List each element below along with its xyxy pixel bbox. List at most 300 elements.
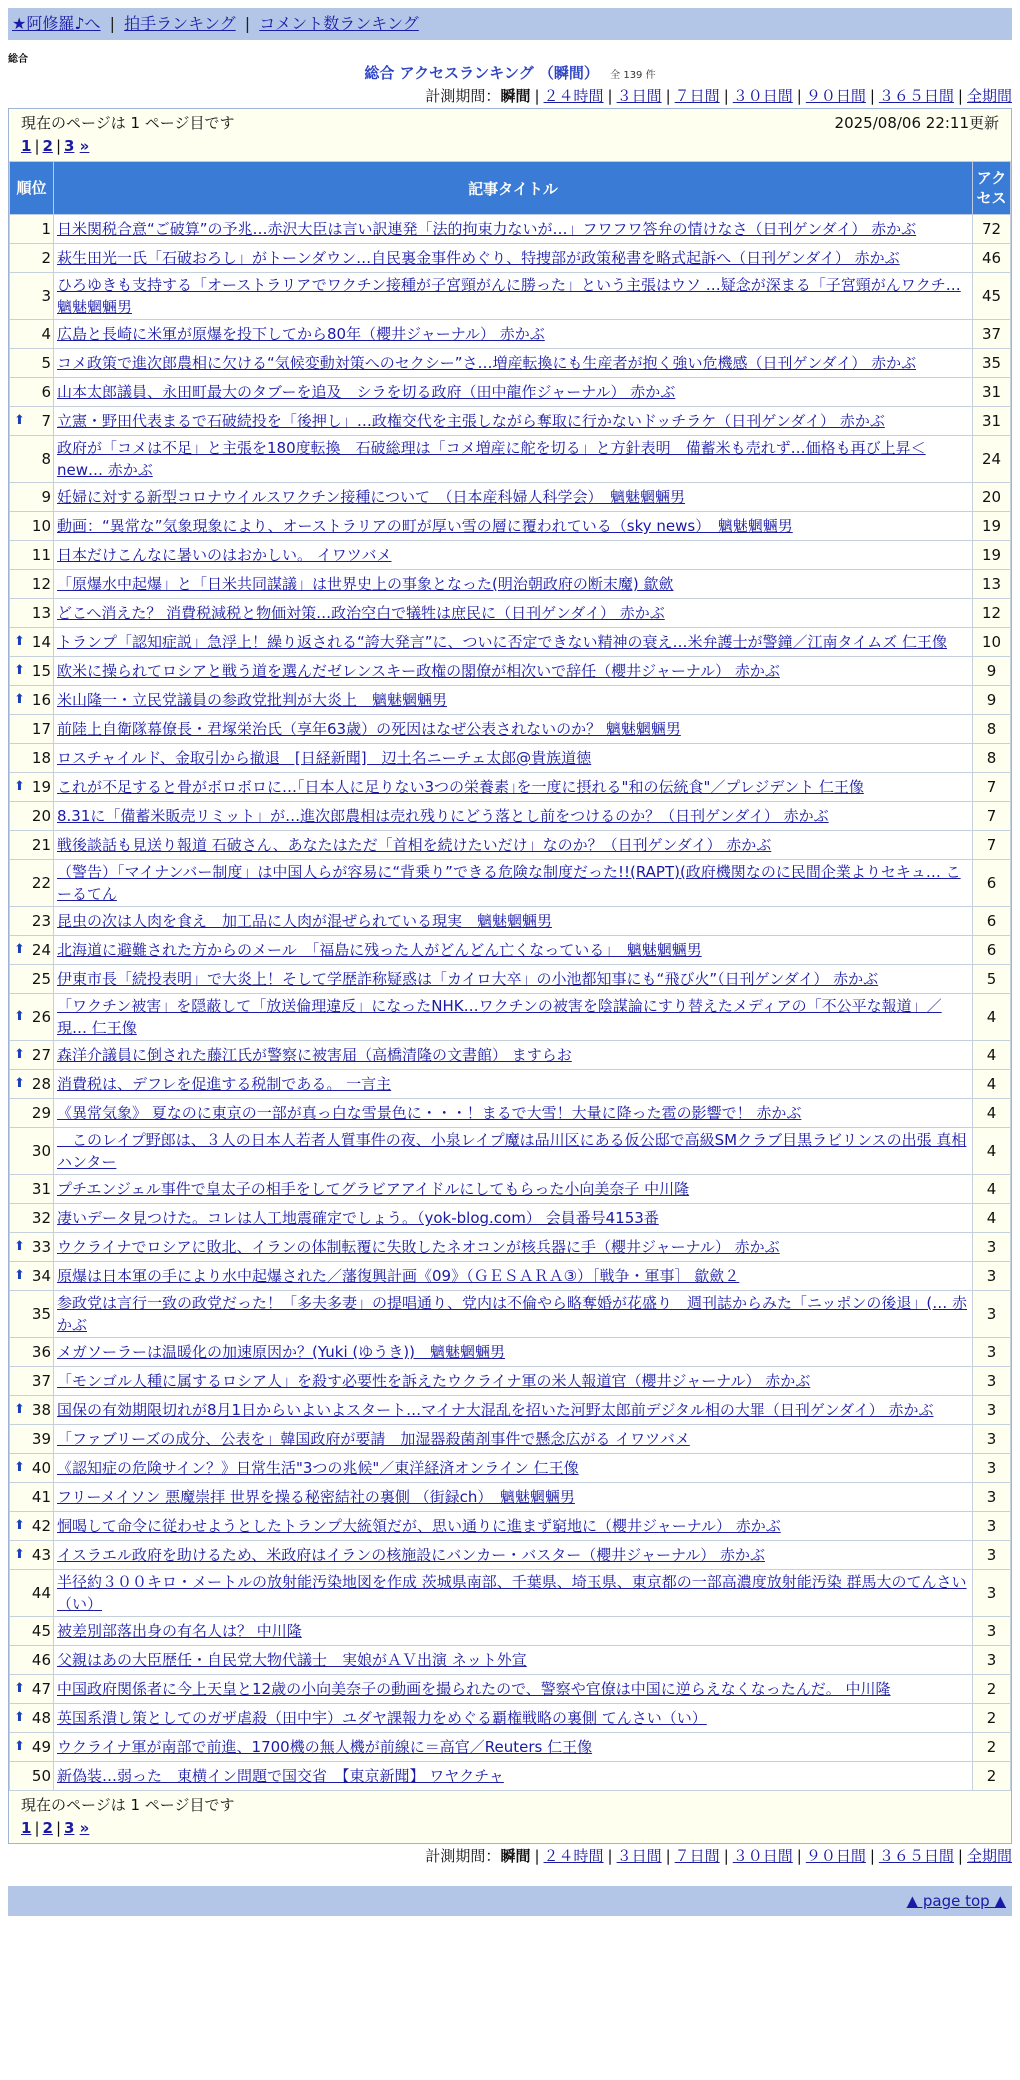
access-count: 3 bbox=[973, 1291, 1011, 1338]
rank-cell bbox=[10, 320, 54, 349]
access-count: 13 bbox=[973, 570, 1011, 599]
rank-number: 17 bbox=[31, 720, 51, 738]
period-option-link[interactable]: 全期間 bbox=[966, 1847, 1012, 1865]
article-link[interactable]: 原爆は日本軍の手により水中起爆された／藩復興計画《09》（ＧＥＳＡＲＡ③）［戦争・軍事］ 歙歛２ bbox=[57, 1267, 740, 1285]
table-row bbox=[10, 320, 1011, 349]
article-link[interactable]: 被差別部落出身の有名人は？ 中川隆 bbox=[57, 1622, 302, 1640]
article-link[interactable]: 立憲・野田代表まるで石破続投を「後押し」…政権交代を主張しながら奪取に行かないドッチラケ（日刊ゲンダイ） 赤かぶ bbox=[57, 412, 885, 430]
table-row bbox=[10, 436, 1011, 483]
access-count: 3 bbox=[973, 1396, 1011, 1425]
access-count: 4 bbox=[973, 1175, 1011, 1204]
page-separator: | bbox=[55, 137, 61, 155]
title-cell bbox=[54, 599, 973, 628]
table-row bbox=[10, 1733, 1011, 1762]
article-link[interactable]: 「モンゴル人種に属するロシア人」を殺す必要性を訴えたウクライナ軍の米人報道官（櫻井ジャーナル） 赤かぶ bbox=[57, 1372, 811, 1390]
title-cell bbox=[54, 1070, 973, 1099]
rank-cell bbox=[10, 483, 54, 512]
article-link[interactable]: どこへ消えた？ 消費税減税と物価対策…政治空白で犠牲は庶民に（日刊ゲンダイ） 赤かぶ bbox=[57, 604, 665, 622]
rank-number: 49 bbox=[31, 1738, 51, 1756]
access-count: 4 bbox=[973, 1070, 1011, 1099]
title-cell bbox=[54, 1175, 973, 1204]
title-cell bbox=[54, 483, 973, 512]
title-cell bbox=[54, 773, 973, 802]
rank-number: 3 bbox=[41, 287, 51, 305]
period-separator: | bbox=[607, 87, 613, 105]
rank-up-arrow-icon: ⬆ bbox=[14, 1009, 25, 1024]
page-separator: | bbox=[55, 1819, 61, 1837]
title-cell bbox=[54, 378, 973, 407]
rank-number: 30 bbox=[31, 1142, 51, 1160]
access-count: 3 bbox=[973, 1338, 1011, 1367]
article-link[interactable]: 欧米に操られてロシアと戦う道を選んだゼレンスキー政権の閣僚が相次いで辞任（櫻井ジャーナル） 赤かぶ bbox=[57, 662, 780, 680]
table-row bbox=[10, 1233, 1011, 1262]
access-count: 8 bbox=[973, 744, 1011, 773]
page-links-bottom bbox=[21, 1817, 999, 1839]
article-link[interactable]: 父親はあの大臣歴任・自民党大物代議士 実娘がＡＶ出演 ネット外宣 bbox=[57, 1651, 527, 1669]
table-row bbox=[10, 715, 1011, 744]
article-link[interactable]: 英国系潰し策としてのガザ虐殺（田中宇）ユダヤ課報力をめぐる覇権戦略の裏側 てんさい（い） bbox=[57, 1709, 707, 1727]
ranking-title bbox=[8, 62, 1012, 84]
title-cell bbox=[54, 1291, 973, 1338]
access-count: 7 bbox=[973, 831, 1011, 860]
access-count: 10 bbox=[973, 628, 1011, 657]
rank-cell bbox=[10, 994, 54, 1041]
rank-number: 11 bbox=[31, 546, 51, 564]
title-cell bbox=[54, 1483, 973, 1512]
rank-cell bbox=[10, 657, 54, 686]
ranking-frame bbox=[8, 108, 1012, 1844]
period-separator: | bbox=[534, 87, 540, 105]
title-cell bbox=[54, 349, 973, 378]
access-count: 4 bbox=[973, 1204, 1011, 1233]
rank-number: 19 bbox=[31, 778, 51, 796]
rank-cell bbox=[10, 1617, 54, 1646]
access-count: 20 bbox=[973, 483, 1011, 512]
rank-cell bbox=[10, 1070, 54, 1099]
article-link[interactable]: 戦後談話も見送り報道 石破さん、あなたはただ「首相を続けたいだけ」なのか？（日刊ゲンダイ） 赤かぶ bbox=[57, 836, 772, 854]
access-count: 9 bbox=[973, 686, 1011, 715]
current-page-text: 現在のページは 1 ページ目です bbox=[21, 114, 235, 132]
rank-cell bbox=[10, 1483, 54, 1512]
period-separator: | bbox=[957, 87, 963, 105]
period-selector-bottom bbox=[8, 1844, 1012, 1868]
period-separator: | bbox=[796, 1847, 802, 1865]
access-count: 4 bbox=[973, 1128, 1011, 1175]
rank-number: 34 bbox=[31, 1267, 51, 1285]
title-cell bbox=[54, 1128, 973, 1175]
rank-cell bbox=[10, 1425, 54, 1454]
title-cell bbox=[54, 831, 973, 860]
rank-number: 18 bbox=[31, 749, 51, 767]
article-link[interactable]: 消費税は、デフレを促進する税制である。 一言主 bbox=[57, 1075, 392, 1093]
article-link[interactable]: 半径約３００キロ・メートルの放射能汚染地図を作成 茨城県南部、千葉県、埼玉県、東京都の一部高濃度放射能汚染 群馬大のてんさい（い） bbox=[57, 1573, 967, 1613]
rank-number: 1 bbox=[41, 220, 51, 238]
article-link[interactable]: （警告）「マイナンバー制度」は中国人らが容易に“背乗り”できる危険な制度だった!!(RAPT)(政府機関なのに民間企業よりセキュ… こーるてん bbox=[57, 863, 961, 903]
table-row bbox=[10, 860, 1011, 907]
rank-number: 27 bbox=[31, 1046, 51, 1064]
table-row bbox=[10, 1128, 1011, 1175]
pager-bottom bbox=[9, 1791, 1011, 1843]
access-count: 31 bbox=[973, 378, 1011, 407]
next-page-link[interactable]: » bbox=[79, 1819, 90, 1837]
access-count: 24 bbox=[973, 436, 1011, 483]
table-header-row bbox=[10, 162, 1011, 215]
article-link[interactable]: 凄いデータ見つけた。コレは人工地震確定でしょう。（yok-blog.com） 会員番号4153番 bbox=[57, 1209, 659, 1227]
period-separator: | bbox=[534, 1847, 540, 1865]
rank-number: 20 bbox=[31, 807, 51, 825]
rank-number: 38 bbox=[31, 1401, 51, 1419]
ranking-table bbox=[9, 161, 1011, 1791]
rank-number: 44 bbox=[31, 1584, 51, 1602]
rank-up-arrow-icon: ⬆ bbox=[14, 1076, 25, 1091]
table-row bbox=[10, 483, 1011, 512]
article-link[interactable]: これが不足すると骨がボロボロに…｢日本人に足りない3つの栄養素｣を一度に摂れる"和の伝統食"／プレジデント 仁王像 bbox=[57, 778, 864, 796]
period-option-link[interactable]: 全期間 bbox=[966, 87, 1012, 105]
table-row bbox=[10, 657, 1011, 686]
rank-up-arrow-icon: ⬆ bbox=[14, 1547, 25, 1562]
rank-up-arrow-icon: ⬆ bbox=[14, 1402, 25, 1417]
access-count: 2 bbox=[973, 1704, 1011, 1733]
next-page-link[interactable]: » bbox=[79, 137, 90, 155]
rank-cell bbox=[10, 744, 54, 773]
title-cell bbox=[54, 1233, 973, 1262]
rank-up-arrow-icon: ⬆ bbox=[14, 1710, 25, 1725]
title-cell bbox=[54, 1367, 973, 1396]
rank-up-arrow-icon: ⬆ bbox=[14, 692, 25, 707]
table-row bbox=[10, 831, 1011, 860]
rank-number: 33 bbox=[31, 1238, 51, 1256]
page-link-3[interactable]: 3 bbox=[64, 137, 75, 155]
rank-number: 50 bbox=[31, 1767, 51, 1785]
period-option-link[interactable]: ３０日間 bbox=[732, 1847, 793, 1865]
rank-up-arrow-icon: ⬆ bbox=[14, 1047, 25, 1062]
updated-timestamp: 2025/08/06 22:11更新 bbox=[834, 114, 999, 132]
rank-number: 46 bbox=[31, 1651, 51, 1669]
current-page-text-bottom: 現在のページは 1 ページ目です bbox=[21, 1796, 235, 1814]
table-row bbox=[10, 907, 1011, 936]
footer-navigation bbox=[8, 1886, 1012, 1916]
rank-cell bbox=[10, 1570, 54, 1617]
table-row bbox=[10, 1646, 1011, 1675]
rank-number: 9 bbox=[41, 488, 51, 506]
rank-number: 42 bbox=[31, 1517, 51, 1535]
article-link[interactable]: 恫喝して命令に従わせようとしたトランプ大統領だが、思い通りに進まず窮地に（櫻井ジャーナル） 赤かぶ bbox=[57, 1517, 781, 1535]
period-option-link[interactable]: ３日間 bbox=[616, 1847, 662, 1865]
access-column-header: アクセス bbox=[973, 162, 1011, 215]
rank-number: 40 bbox=[31, 1459, 51, 1477]
page-link-2[interactable]: 2 bbox=[42, 1819, 53, 1837]
access-count: 6 bbox=[973, 907, 1011, 936]
rank-number: 36 bbox=[31, 1343, 51, 1361]
table-row bbox=[10, 1617, 1011, 1646]
title-cell bbox=[54, 907, 973, 936]
table-row bbox=[10, 1175, 1011, 1204]
article-link[interactable]: 国保の有効期限切れが8月1日からいよいよスタート…マイナ大混乱を招いた河野太郎前デジタル相の大罪（日刊ゲンダイ） 赤かぶ bbox=[57, 1401, 934, 1419]
article-link[interactable]: 広島と長崎に米軍が原爆を投下してから80年（櫻井ジャーナル） 赤かぶ bbox=[57, 325, 545, 343]
article-link[interactable]: プチエンジェル事件で皇太子の相手をしてグラビアアイドルにしてもらった小向美奈子 中川隆 bbox=[57, 1180, 690, 1198]
table-row bbox=[10, 1367, 1011, 1396]
access-count: 4 bbox=[973, 994, 1011, 1041]
article-link[interactable]: 動画：“異常な”気象現象により、オーストラリアの町が厚い雪の層に覆われている（sky news） 魑魅魍魎男 bbox=[57, 517, 793, 535]
title-cell bbox=[54, 320, 973, 349]
period-option-link[interactable]: ３日間 bbox=[616, 87, 662, 105]
rank-cell bbox=[10, 1762, 54, 1791]
table-row bbox=[10, 1454, 1011, 1483]
title-cell bbox=[54, 1733, 973, 1762]
period-option-link[interactable]: ７日間 bbox=[674, 87, 720, 105]
rank-number: 13 bbox=[31, 604, 51, 622]
article-link[interactable]: 新偽装…弱った 東横イン問題で国交省 【東京新聞】 ワヤクチャ bbox=[57, 1767, 504, 1785]
article-link[interactable]: メガソーラーは温暖化の加速原因か？(Yuki (ゆうき)) 魑魅魍魎男 bbox=[57, 1343, 505, 1361]
title-cell bbox=[54, 965, 973, 994]
page-separator: | bbox=[34, 1819, 40, 1837]
period-option-link[interactable]: ３０日間 bbox=[732, 87, 793, 105]
rank-number: 4 bbox=[41, 325, 51, 343]
rank-number: 8 bbox=[41, 450, 51, 468]
table-row bbox=[10, 512, 1011, 541]
rank-cell bbox=[10, 378, 54, 407]
article-link[interactable]: コメ政策で進次郎農相に欠ける“気候変動対策へのセクシー”さ…増産転換にも生産者が抱く強い危機感（日刊ゲンダイ） 赤かぶ bbox=[57, 354, 917, 372]
table-row bbox=[10, 1070, 1011, 1099]
rank-cell bbox=[10, 244, 54, 273]
article-link[interactable]: 伊東市長「続投表明」で大炎上！そして学歴詐称疑惑は「カイロ大卒」の小池都知事にも“飛び火”（日刊ゲンダイ） 赤かぶ bbox=[57, 970, 879, 988]
article-link[interactable]: 「原爆水中起爆」と「日米共同謀議」は世界史上の事象となった(明治朝政府の断末魔) 歙歛 bbox=[57, 575, 674, 593]
table-row bbox=[10, 994, 1011, 1041]
period-option-link[interactable]: ２４時間 bbox=[543, 1847, 604, 1865]
table-row bbox=[10, 1291, 1011, 1338]
rank-number: 37 bbox=[31, 1372, 51, 1390]
article-link[interactable]: 萩生田光一氏「石破おろし」がトーンダウン…自民裏金事件めぐり、特捜部が政策秘書を略式起訴へ（日刊ゲンダイ） 赤かぶ bbox=[57, 249, 900, 267]
table-row bbox=[10, 965, 1011, 994]
title-cell bbox=[54, 1762, 973, 1791]
period-option-link[interactable]: ３６５日間 bbox=[878, 1847, 954, 1865]
article-link[interactable]: このレイプ野郎は、３人の日本人若者人質事件の夜、小泉レイプ魔は品川区にある仮公邸で高級SMクラブ目黒ラビリンスの出張 真相ハンター bbox=[57, 1131, 967, 1171]
page-link-1[interactable]: 1 bbox=[21, 137, 32, 155]
title-cell bbox=[54, 936, 973, 965]
article-link[interactable]: イスラエル政府を助けるため、米政府はイランの核施設にバンカー・バスター（櫻井ジャーナル） 赤かぶ bbox=[57, 1546, 765, 1564]
article-link[interactable]: トランプ「認知症説」急浮上！繰り返される“誇大発言”に、ついに否定できない精神の衰え…米弁護士が警鐘／江南タイムズ 仁王像 bbox=[57, 633, 948, 651]
rank-number: 6 bbox=[41, 383, 51, 401]
access-count: 3 bbox=[973, 1233, 1011, 1262]
rank-up-arrow-icon: ⬆ bbox=[14, 1268, 25, 1283]
title-cell bbox=[54, 1262, 973, 1291]
rank-up-arrow-icon: ⬆ bbox=[14, 1681, 25, 1696]
rank-cell bbox=[10, 1704, 54, 1733]
article-link[interactable]: フリーメイソン 悪魔崇拝 世界を操る秘密結社の裏側 （街録ch） 魑魅魍魎男 bbox=[57, 1488, 575, 1506]
title-cell bbox=[54, 1704, 973, 1733]
article-link[interactable]: 昆虫の次は人肉を食え 加工品に人肉が混ぜられている現実 魑魅魍魎男 bbox=[57, 912, 553, 930]
table-row bbox=[10, 407, 1011, 436]
title-cell bbox=[54, 860, 973, 907]
table-row bbox=[10, 1262, 1011, 1291]
article-link[interactable]: 日本だけこんなに暑いのはおかしい。 イワツバメ bbox=[57, 546, 392, 564]
article-link[interactable]: 《異常気象》 夏なのに東京の一部が真っ白な雪景色に・・・！まるで大雪！大量に降った雹の影響で！ 赤かぶ bbox=[57, 1104, 802, 1122]
page-link-3[interactable]: 3 bbox=[64, 1819, 75, 1837]
access-count: 12 bbox=[973, 599, 1011, 628]
title-column-header: 記事タイトル bbox=[54, 162, 973, 215]
page-separator: | bbox=[34, 137, 40, 155]
title-cell bbox=[54, 1099, 973, 1128]
home-link[interactable]: ★阿修羅♪へ bbox=[12, 14, 101, 33]
period-separator: | bbox=[869, 87, 875, 105]
article-link[interactable]: 妊婦に対する新型コロナウイルスワクチン接種について （日本産科婦人科学会） 魑魅魍魎男 bbox=[57, 488, 686, 506]
rank-cell bbox=[10, 1367, 54, 1396]
table-row bbox=[10, 570, 1011, 599]
rank-cell bbox=[10, 860, 54, 907]
rank-cell bbox=[10, 407, 54, 436]
rank-cell bbox=[10, 570, 54, 599]
total-count: 全 139 件 bbox=[610, 70, 656, 81]
rank-cell bbox=[10, 831, 54, 860]
period-option-link[interactable]: ７日間 bbox=[674, 1847, 720, 1865]
access-count: 6 bbox=[973, 860, 1011, 907]
rank-cell bbox=[10, 1541, 54, 1570]
title-cell bbox=[54, 1041, 973, 1070]
title-cell bbox=[54, 570, 973, 599]
article-link[interactable]: 中国政府関係者に今上天皇と12歳の小向美奈子の動画を撮られたので、警察や官僚は中国に逆らえなくなったんだ。 中川隆 bbox=[57, 1680, 891, 1698]
period-option-link[interactable]: ２４時間 bbox=[543, 87, 604, 105]
access-count: 3 bbox=[973, 1617, 1011, 1646]
access-count: 4 bbox=[973, 1041, 1011, 1070]
rank-cell bbox=[10, 1646, 54, 1675]
table-row bbox=[10, 599, 1011, 628]
table-row bbox=[10, 1512, 1011, 1541]
article-link[interactable]: 参政党は言行一致の政党だった！「多夫多妻」の提唱通り、党内は不倫やら略奪婚が花盛り 週刊誌からみた「ニッポンの後退」(… 赤かぶ bbox=[57, 1294, 968, 1334]
table-row bbox=[10, 541, 1011, 570]
rank-cell bbox=[10, 1733, 54, 1762]
title-cell bbox=[54, 1396, 973, 1425]
period-separator: | bbox=[607, 1847, 613, 1865]
rank-cell bbox=[10, 512, 54, 541]
rank-number: 15 bbox=[31, 662, 51, 680]
title-cell bbox=[54, 541, 973, 570]
period-separator: | bbox=[796, 87, 802, 105]
access-count: 3 bbox=[973, 1367, 1011, 1396]
title-cell bbox=[54, 407, 973, 436]
title-cell bbox=[54, 215, 973, 244]
rank-cell bbox=[10, 1128, 54, 1175]
article-link[interactable]: ウクライナ軍が南部で前進、1700機の無人機が前線に＝高官／Reuters 仁王像 bbox=[57, 1738, 593, 1756]
table-row bbox=[10, 215, 1011, 244]
table-row bbox=[10, 1425, 1011, 1454]
rank-up-arrow-icon: ⬆ bbox=[14, 663, 25, 678]
rank-cell bbox=[10, 1175, 54, 1204]
access-count: 2 bbox=[973, 1762, 1011, 1791]
rank-cell bbox=[10, 436, 54, 483]
rank-number: 24 bbox=[31, 941, 51, 959]
access-count: 3 bbox=[973, 1454, 1011, 1483]
table-row bbox=[10, 378, 1011, 407]
title-cell bbox=[54, 436, 973, 483]
clap-ranking-link[interactable]: 拍手ランキング bbox=[124, 14, 236, 33]
table-row bbox=[10, 1762, 1011, 1791]
period-separator: | bbox=[665, 87, 671, 105]
ranking-title-text: 総合 アクセスランキング （瞬間） bbox=[364, 64, 599, 82]
rank-cell bbox=[10, 1396, 54, 1425]
rank-number: 35 bbox=[31, 1305, 51, 1323]
title-cell bbox=[54, 273, 973, 320]
rank-cell bbox=[10, 1262, 54, 1291]
rank-cell bbox=[10, 1291, 54, 1338]
period-separator: | bbox=[723, 87, 729, 105]
article-link[interactable]: 森洋介議員に倒された藤江氏が警察に被害届（高橋清隆の文書館） ますらお bbox=[57, 1046, 572, 1064]
access-count: 3 bbox=[973, 1541, 1011, 1570]
article-link[interactable]: 日米関税合意“ご破算”の予兆…赤沢大臣は言い訳連発「法的拘束力ないが…」フワフワ答弁の情けなさ（日刊ゲンダイ） 赤かぶ bbox=[57, 220, 917, 238]
article-link[interactable]: ロスチャイルド、金取引から撤退 [日経新聞] 辺土名ニーチェ太郎@貴族道徳 bbox=[57, 749, 592, 767]
rank-number: 14 bbox=[31, 633, 51, 651]
title-cell bbox=[54, 657, 973, 686]
rank-number: 41 bbox=[31, 1488, 51, 1506]
rank-number: 25 bbox=[31, 970, 51, 988]
section-label: 総合 bbox=[8, 54, 28, 65]
period-option-link[interactable]: ９０日間 bbox=[805, 1847, 866, 1865]
top-navigation bbox=[8, 8, 1012, 40]
rank-number: 21 bbox=[31, 836, 51, 854]
period-option-link[interactable]: ３６５日間 bbox=[878, 87, 954, 105]
page-top-link[interactable]: ▲ page top ▲ bbox=[906, 1892, 1006, 1910]
article-link[interactable]: 山本太郎議員、永田町最大のタブーを追及 シラを切る政府（田中龍作ジャーナル） 赤かぶ bbox=[57, 383, 676, 401]
article-link[interactable]: 北海道に避難された方からのメール 「福島に残った人がどんどん亡くなっている」 魑魅魍魎男 bbox=[57, 941, 702, 959]
table-row bbox=[10, 936, 1011, 965]
title-cell bbox=[54, 1204, 973, 1233]
access-count: 31 bbox=[973, 407, 1011, 436]
rank-number: 48 bbox=[31, 1709, 51, 1727]
article-link[interactable]: ひろゆきも支持する「オーストラリアでワクチン接種が子宮頸がんに勝った」という主張はウソ …疑念が深まる「子宮頸がんワクチ… 魑魅魍魎男 bbox=[57, 276, 961, 316]
access-count: 37 bbox=[973, 320, 1011, 349]
rank-column-header: 順位 bbox=[10, 162, 54, 215]
page-link-2[interactable]: 2 bbox=[42, 137, 53, 155]
access-count: 3 bbox=[973, 1646, 1011, 1675]
rank-number: 43 bbox=[31, 1546, 51, 1564]
access-count: 3 bbox=[973, 1570, 1011, 1617]
rank-up-arrow-icon: ⬆ bbox=[14, 942, 25, 957]
period-separator: | bbox=[957, 1847, 963, 1865]
title-cell bbox=[54, 244, 973, 273]
article-link[interactable]: ウクライナでロシアに敗北、イランの体制転覆に失敗したネオコンが核兵器に手（櫻井ジャーナル） 赤かぶ bbox=[57, 1238, 780, 1256]
title-cell bbox=[54, 1512, 973, 1541]
article-link[interactable]: 8.31に「備蓄米販売リミット」が…進次郎農相は売れ残りにどう落とし前をつけるのか？（日刊ゲンダイ） 赤かぶ bbox=[57, 807, 829, 825]
table-row bbox=[10, 1675, 1011, 1704]
access-count: 3 bbox=[973, 1262, 1011, 1291]
table-row bbox=[10, 244, 1011, 273]
rank-cell bbox=[10, 1099, 54, 1128]
article-link[interactable]: 米山隆一・立民党議員の参政党批判が大炎上 魑魅魍魎男 bbox=[57, 691, 448, 709]
article-link[interactable]: 政府が「コメは不足」と主張を180度転換 石破総理は「コメ増産に舵を切る」と方針表明 備蓄米も売れず…価格も再び上昇＜new… 赤かぶ bbox=[57, 439, 926, 479]
title-cell bbox=[54, 1646, 973, 1675]
period-option-link[interactable]: ９０日間 bbox=[805, 87, 866, 105]
rank-number: 23 bbox=[31, 912, 51, 930]
article-link[interactable]: 「ファブリーズの成分、公表を」韓国政府が要請 加湿器殺菌剤事件で懸念広がる イワツバメ bbox=[57, 1430, 690, 1448]
access-count: 6 bbox=[973, 936, 1011, 965]
rank-cell bbox=[10, 349, 54, 378]
rank-number: 45 bbox=[31, 1622, 51, 1640]
comment-ranking-link[interactable]: コメント数ランキング bbox=[259, 14, 419, 33]
rank-number: 26 bbox=[31, 1008, 51, 1026]
article-link[interactable]: 「ワクチン被害」を隠蔽して「放送倫理違反」になったNHK…ワクチンの被害を陰謀論にすり替えたメディアの「不公平な報道」／現… 仁王像 bbox=[57, 997, 942, 1037]
table-row bbox=[10, 1338, 1011, 1367]
period-current: 瞬間 bbox=[500, 1847, 531, 1865]
article-link[interactable]: 前陸上自衛隊幕僚長・君塚栄治氏（享年63歳）の死因はなぜ公表されないのか？ 魑魅魍魎男 bbox=[57, 720, 681, 738]
title-cell bbox=[54, 715, 973, 744]
article-link[interactable]: 《認知症の危険サイン？》日常生活"3つの兆候"／東洋経済オンライン 仁王像 bbox=[57, 1459, 579, 1477]
rank-cell bbox=[10, 1454, 54, 1483]
rank-number: 32 bbox=[31, 1209, 51, 1227]
page-link-1[interactable]: 1 bbox=[21, 1819, 32, 1837]
title-cell bbox=[54, 802, 973, 831]
access-count: 19 bbox=[973, 541, 1011, 570]
rank-number: 10 bbox=[31, 517, 51, 535]
rank-up-arrow-icon: ⬆ bbox=[14, 413, 25, 428]
